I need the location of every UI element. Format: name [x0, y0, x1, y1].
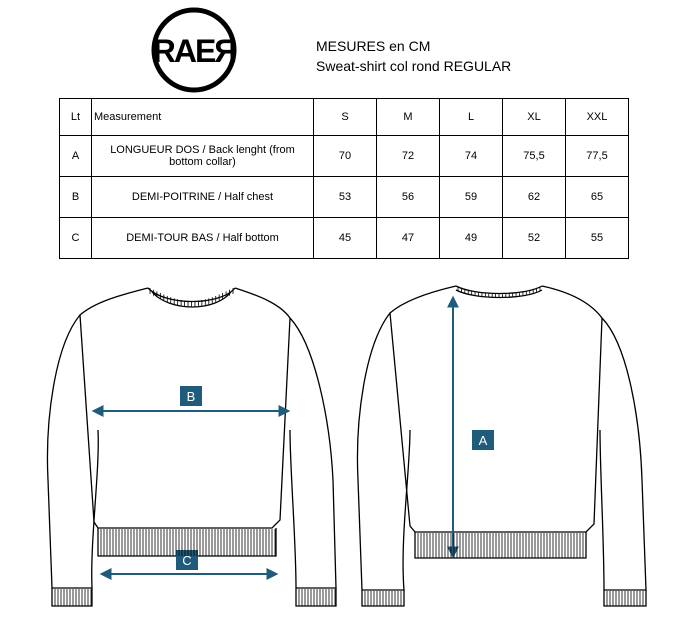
size-table [59, 98, 629, 259]
row-measurement: LONGUEUR DOS / Back lenght (from bottom collar) [92, 136, 314, 177]
row-measurement: DEMI-TOUR BAS / Half bottom [92, 218, 314, 259]
value-m: 47 [377, 218, 440, 259]
table-row-a [60, 136, 629, 177]
heading-product: Sweat-shirt col rond REGULAR [316, 58, 512, 74]
label-fr: DEMI-POITRINE [131, 191, 216, 203]
row-letter: B [60, 177, 92, 218]
heading-units: MESURES en CM [316, 38, 431, 54]
table-header-row [60, 99, 629, 136]
value-xl: 62 [503, 177, 566, 218]
header-letter: Lt [60, 99, 92, 136]
marker-a-label: A [478, 433, 488, 448]
table-row-b [60, 177, 629, 218]
label-fr: LONGUEUR DOS [110, 144, 200, 156]
header-size-xxl: XXL [566, 99, 629, 136]
header-measurement: Measurement [92, 99, 314, 136]
label-en: Half bottom [222, 232, 279, 244]
label-en: Half chest [224, 191, 274, 203]
row-letter: A [60, 136, 92, 177]
garment-diagram [0, 270, 678, 622]
value-l: 59 [440, 177, 503, 218]
value-l: 49 [440, 218, 503, 259]
value-m: 72 [377, 136, 440, 177]
label-en: Back lenght (from bottom collar) [169, 144, 295, 168]
table-row-c [60, 218, 629, 259]
page-heading [316, 36, 511, 76]
header-size-l: L [440, 99, 503, 136]
logo-text: RAEЯ [152, 33, 236, 69]
marker-c-label: C [182, 553, 192, 568]
front-left-sleeve [47, 315, 98, 588]
value-s: 70 [314, 136, 377, 177]
value-xxl: 55 [566, 218, 629, 259]
back-hem-band [415, 532, 586, 558]
row-letter: C [60, 218, 92, 259]
brand-logo [148, 4, 240, 96]
value-xxl: 65 [566, 177, 629, 218]
back-left-sleeve [357, 313, 410, 590]
back-right-sleeve [600, 318, 646, 590]
front-body-outline [80, 288, 290, 528]
back-body-outline [390, 286, 602, 532]
value-l: 74 [440, 136, 503, 177]
value-xl: 52 [503, 218, 566, 259]
value-m: 56 [377, 177, 440, 218]
marker-a [472, 430, 494, 450]
header-size-m: M [377, 99, 440, 136]
value-xl: 75,5 [503, 136, 566, 177]
value-s: 45 [314, 218, 377, 259]
front-right-sleeve [290, 318, 336, 588]
marker-b [180, 386, 202, 406]
row-measurement: DEMI-POITRINE / Half chest [92, 177, 314, 218]
header-size-xl: XL [503, 99, 566, 136]
label-fr: DEMI-TOUR BAS [126, 232, 214, 244]
value-xxl: 77,5 [566, 136, 629, 177]
value-s: 53 [314, 177, 377, 218]
marker-b-label: B [186, 389, 196, 404]
header-size-s: S [314, 99, 377, 136]
